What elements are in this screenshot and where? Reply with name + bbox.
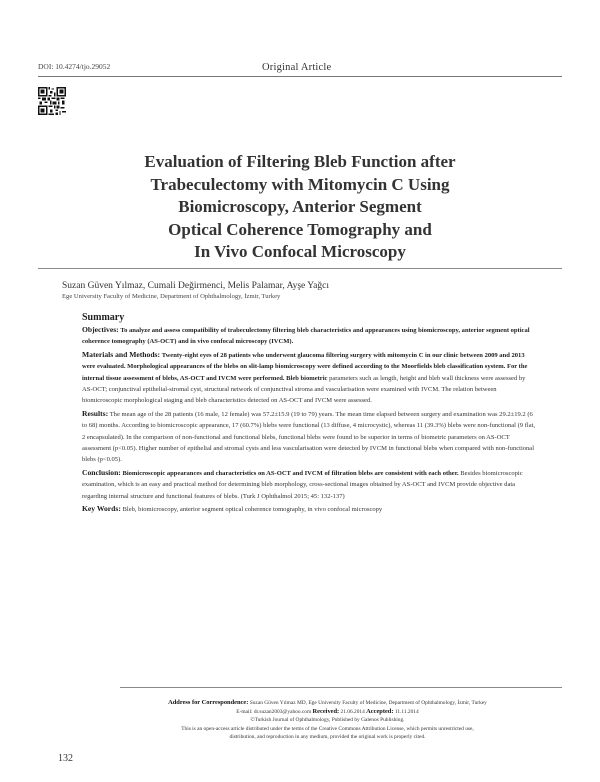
abstract [82,312,536,517]
correspondence-label: Address for Correspondence: [168,699,249,706]
title-line: In Vivo Confocal Microscopy [194,242,406,262]
title-divider [38,268,562,269]
copyright-line: ©Turkish Journal of Ophthalmology, Published by Galenos Publishing. [250,717,405,724]
keywords-label: Key Words: [82,504,121,514]
summary-heading: Summary [82,312,125,323]
correspondence-text: Suzan Güven Yılmaz MD, Ege University Faculty of Medicine, Department of Ophthalmology, İzmir, Turkey [249,700,487,706]
email-label: E-mail: [236,708,253,715]
abstract-methods [82,349,536,407]
accepted-date: 11.11.2014 [394,708,419,715]
title-line: Optical Coherence Tomography and [168,219,432,239]
author-list: Suzan Güven Yılmaz, Cumali Değirmenci, Melis Palamar, Ayşe Yağcı [62,281,329,291]
header-divider [38,76,562,77]
article-title [60,151,540,264]
abstract-objectives [82,324,536,348]
email-link[interactable]: dr.suzan2003@yahoo.com [253,708,312,715]
methods-label: Materials and Methods: [82,349,161,359]
received-label: Received: [312,707,340,715]
title-line: Evaluation of Filtering Bleb Function after [144,152,456,171]
conclusion-text: Besides biomicroscopic examination, which is an easy and practical method for determining bleb morphology, cross-sectional images obtained by AS-OCT and IVCM provide objective data regarding internal structure and functional features of blebs. (Turk J Ophthalmol 2015; 45: 132-137) [82,469,523,500]
title-line: Trabeculectomy with Mitomycin C Using [150,174,450,194]
footer-notes [95,699,560,742]
methods-text: parameters such as length, height and bleb wall thickness were assessed by AS-OCT; conjunctival epithelial-stromal cyst, structural network of conjunctival stroma and vascularisation were examined with IVCM. The relation between biomicroscopic morphological staging and bleb characteristics detected on AS-OCT and IVCM were assessed. [82,374,526,405]
objectives-text: To analyze and assess compatibility of trabeculectomy filtering bleb characteristics and appearances using biomicroscopy, anterior segment optical coherence tomography (AS-OCT) and in vivo confocal microscopy (IVCM). [82,327,530,346]
qr-code-icon [38,87,66,115]
abstract-results [82,408,536,466]
methods-bold-text: Twenty-eight eyes of 28 patients who underwent glaucoma filtering surgery with mitomycin C in our clinic between 2009 and 2013 were evaluated. Morphological appearances of the blebs on slit-lamp biomicroscopy were defined according to the Moorfields bleb classification system. For the internal tissue assessment of blebs, AS-OCT and IVCM were performed. Bleb biometric [82,351,528,382]
received-date: 21.06.2014 [340,708,365,715]
correspondence-line [95,699,560,708]
results-label: Results: [82,408,109,418]
objectives-label: Objectives: [82,325,119,334]
conclusion-bold-text: Biomicroscopic appearances and characteristics on AS-OCT and IVCM of filtration blebs are consistent with each other. [122,469,459,477]
abstract-keywords [82,503,536,515]
abstract-conclusion [82,467,536,502]
accepted-label: Accepted: [366,707,394,715]
affiliation: Ege University Faculty of Medicine, Department of Ophthalmology, İzmir, Turkey [62,293,281,300]
footer-divider [120,687,562,688]
dates-line [95,708,560,717]
license-line: distribution, and reproduction in any medium, provided the original work is properly cited. [229,734,426,741]
article-type-label: Original Article [262,62,332,73]
keywords-text: Bleb, biomicroscopy, anterior segment optical coherence tomography, in vivo confocal microscopy [122,506,383,514]
results-text: The mean age of the 28 patients (16 male, 12 female) was 57.2±15.9 (19 to 79) years. The mean time elapsed between surgery and examination was 29.2±19.2 (6 to 68) months. According to biomicroscopic appearance, 17 (60.7%) blebs were functional (13 diffuse, 4 microcystic), whereas 11 (39.3%) blebs were non-functional (9 flat, 2 encapsulated). In the comparison of non-functional and functional blebs, functional blebs were found to be superior in terms of biometric parameters on AS-OCT assessment (p<0.05). Higher number of epithelial and stromal cysts and less vascularisation were detected by IVCM in functional blebs when compared with non-functional blebs (p<0.05). [82,410,536,464]
conclusion-label: Conclusion: [82,467,121,477]
doi-label: DOI: 10.4274/tjo.29052 [38,62,111,71]
license-line: This is an open-access article distributed under the terms of the Creative Commons Attribution License, which permits unrestricted use, [181,725,474,732]
page-number: 132 [58,753,73,764]
title-line: Biomicroscopy, Anterior Segment [178,197,422,217]
